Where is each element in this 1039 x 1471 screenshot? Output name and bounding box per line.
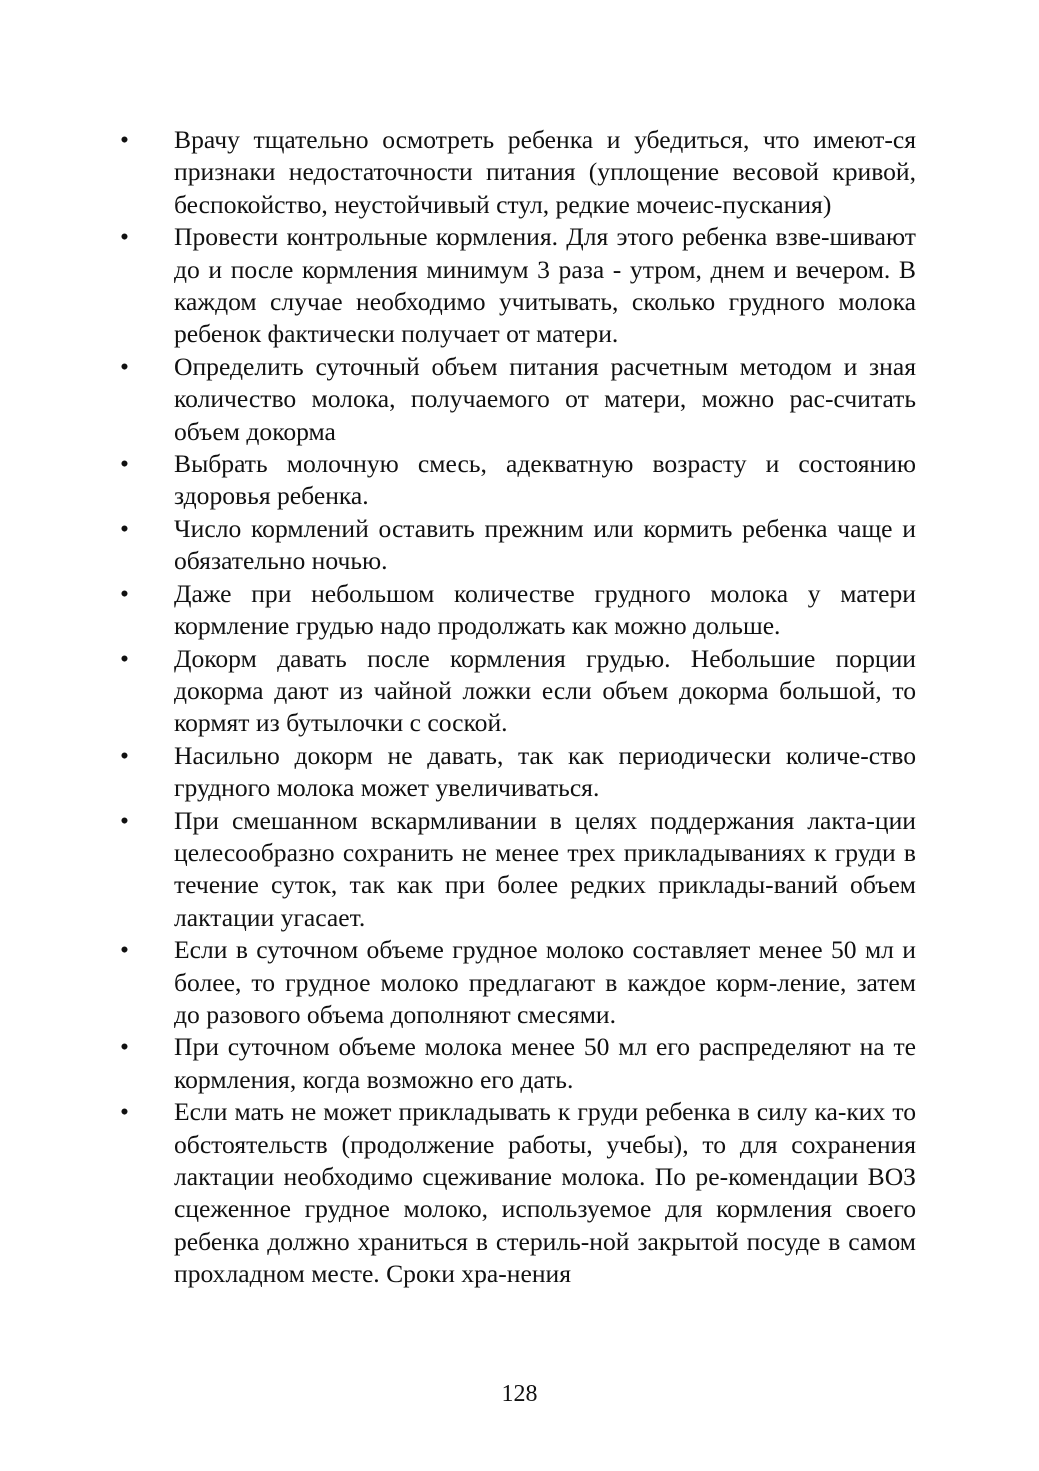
page-content [120, 124, 916, 1291]
list-item-text: Если мать не может прикладывать к груди ребенка в силу ка-ких то обстоятельств (продолжение работы, учебы), то для сохранения лактации необходимо сцеживание молока. По ре-комендации ВОЗ сцеженное грудное молоко, используемое для кормления своего ребенка должно храниться в стериль-ной закрытой посуде в самом прохладном месте. Сроки хра-нения [174, 1097, 916, 1289]
bullet-marker: • [120, 578, 129, 608]
list-item [120, 578, 916, 643]
bullet-marker: • [120, 125, 129, 154]
page-number: 128 [501, 1381, 538, 1407]
list-item-text: При суточном объеме молока менее 50 мл его распределяют на те кормления, когда возможно его дать. [174, 1032, 916, 1094]
bullet-marker: • [120, 740, 129, 770]
list-item [120, 221, 916, 351]
list-item [120, 805, 916, 935]
list-item [120, 351, 916, 448]
bullet-marker: • [120, 351, 129, 381]
list-item [120, 1096, 916, 1290]
list-item [120, 448, 916, 513]
list-item [120, 1031, 916, 1096]
list-item-text: Врачу тщательно осмотреть ребенка и убедиться, что имеют-ся признаки недостаточности питания (уплощение весовой кривой, беспокойство, неустойчивый стул, редкие мочеис-пускания) [174, 125, 916, 219]
list-item-text: Число кормлений оставить прежним или кормить ребенка чаще и обязательно ночью. [174, 513, 916, 576]
bullet-marker: • [120, 1032, 129, 1062]
list-item-text: Даже при небольшом количестве грудного молока у матери кормление грудью надо продолжать как можно дольше. [174, 578, 916, 641]
bullet-marker: • [120, 449, 129, 479]
list-item-text: Насильно докорм не давать, так как периодически количе-ство грудного молока может увеличиваться. [174, 740, 916, 803]
list-item-text: Выбрать молочную смесь, адекватную возрасту и состоянию здоровья ребенка. [174, 449, 916, 511]
bullet-marker: • [120, 513, 129, 543]
bullet-list [120, 124, 916, 1291]
bullet-marker: • [120, 935, 129, 965]
list-item-text: Провести контрольные кормления. Для этого ребенка взве-шивают до и после кормления минимум 3 раза - утром, днем и вечером. В каждом случае необходимо учитывать, сколько грудного молока ребенок фактически получает от матери. [174, 222, 916, 349]
list-item-text: Определить суточный объем питания расчетным методом и зная количество молока, получаемого от матери, можно рас-считать объем докорма [174, 351, 916, 446]
bullet-marker: • [120, 805, 129, 835]
bullet-marker: • [120, 1097, 129, 1127]
list-item-text: Докорм давать после кормления грудью. Небольшие порции докорма дают из чайной ложки если объем докорма большой, то кормят из бутылочки с соской. [174, 643, 916, 738]
list-item [120, 740, 916, 805]
bullet-marker: • [120, 222, 129, 252]
bullet-marker: • [120, 643, 129, 673]
list-item [120, 513, 916, 578]
list-item [120, 124, 916, 221]
list-item [120, 643, 916, 740]
list-item-text: При смешанном вскармливании в целях поддержания лакта-ции целесообразно сохранить не менее трех прикладываниях к груди в течение суток, так как при более редких приклады-ваний объем лактации угасает. [174, 805, 916, 932]
list-item [120, 934, 916, 1031]
list-item-text: Если в суточном объеме грудное молоко составляет менее 50 мл и более, то грудное молоко предлагают в каждое корм-ление, затем до разового объема дополняют смесями. [174, 935, 916, 1029]
